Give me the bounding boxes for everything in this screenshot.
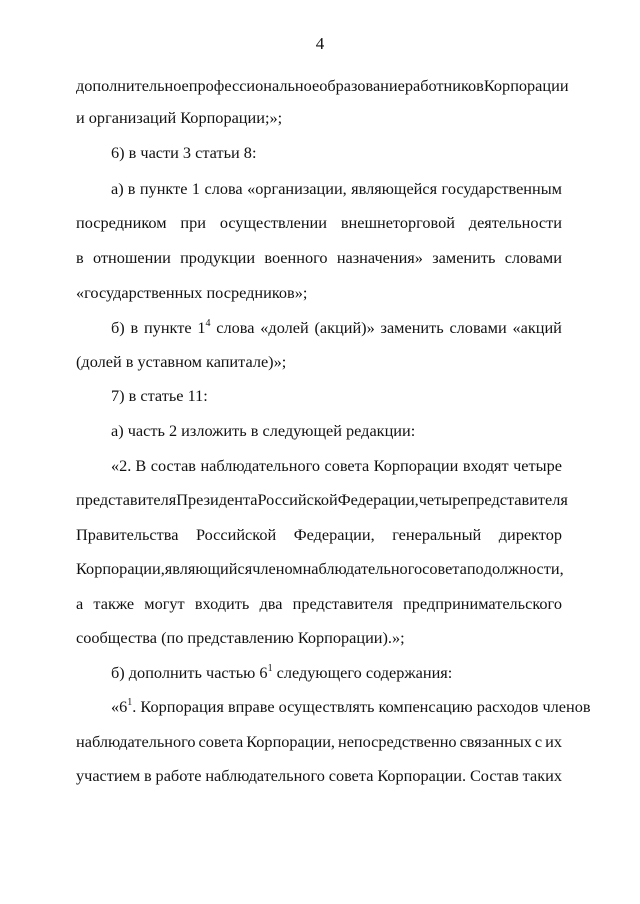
text-line: «государственных посредников»;: [76, 283, 308, 302]
word: профессиональное: [188, 76, 320, 95]
word: входить: [194, 594, 250, 613]
word: Корпорации: [483, 76, 569, 95]
word: государственным: [441, 179, 562, 198]
text-line: (долей в уставном капитале)»;: [76, 352, 287, 371]
word: внешнеторговой: [340, 213, 455, 232]
word: Федерации,: [293, 525, 375, 544]
word: посредником: [76, 213, 167, 232]
word: «долей: [260, 318, 309, 337]
text-line: [76, 490, 568, 510]
word: Корпорации,: [246, 732, 335, 751]
word: осуществлении: [219, 213, 327, 232]
word: их: [545, 732, 562, 751]
word: совета: [328, 766, 374, 785]
word: участием: [76, 766, 141, 785]
word: Корпорации.: [377, 766, 467, 785]
text-line: 7) в статье 11:: [111, 386, 208, 405]
superscript: 1: [127, 697, 133, 708]
word: Российской: [257, 490, 338, 509]
word: четыре: [418, 490, 468, 509]
text-line: 6) в части 3 статьи 8:: [111, 143, 257, 162]
word: 1: [197, 318, 206, 337]
word: связанных: [459, 732, 532, 751]
word: Состав: [469, 766, 519, 785]
text-line: [111, 318, 562, 338]
word: должности,: [483, 559, 564, 578]
word: продукции: [180, 248, 256, 267]
word: наблюдательного: [200, 456, 320, 475]
word: работе: [155, 766, 202, 785]
word: образование: [319, 76, 405, 95]
text-line: [76, 248, 562, 268]
word: в: [130, 318, 139, 337]
text-line: [111, 697, 591, 717]
word: генеральный: [392, 525, 482, 544]
word: работников: [404, 76, 484, 95]
text-line: [76, 732, 562, 752]
word: представителя: [467, 490, 568, 509]
word: в: [144, 766, 152, 785]
text-line: [76, 76, 569, 96]
word: могут: [144, 594, 185, 613]
word: отношении: [92, 248, 171, 267]
superscript: 1: [267, 663, 273, 674]
word: непосредственно: [337, 732, 457, 751]
superscript: 4: [205, 318, 211, 329]
word: также: [93, 594, 135, 613]
word: наблюдательного: [76, 732, 196, 751]
text-line: а) часть 2 изложить в следующей редакции:: [111, 421, 416, 440]
word: «2. В: [111, 456, 147, 475]
word: Корпорации,: [76, 559, 165, 578]
word: совета: [324, 456, 370, 475]
word: являющийся: [164, 559, 253, 578]
word: заменить: [380, 318, 444, 337]
word: а: [76, 594, 84, 613]
word: представителя: [76, 490, 177, 509]
word: Федерации,: [337, 490, 419, 509]
text-line: [76, 213, 562, 233]
word: слова: [204, 179, 243, 198]
text-line: [76, 594, 562, 614]
word: по: [466, 559, 484, 578]
word: являющейся: [351, 179, 438, 198]
text-line: [76, 525, 562, 545]
text-line: и организаций Корпорации;»;: [76, 108, 283, 127]
word: Корпорации: [373, 456, 459, 475]
word: состав: [150, 456, 196, 475]
word: Российской: [195, 525, 277, 544]
text-run: б) дополнить частью 6: [111, 663, 268, 682]
text-run: «6: [111, 697, 128, 716]
word: а) в: [111, 179, 136, 198]
page-number: 4: [315, 34, 325, 53]
word: б): [111, 318, 125, 337]
text-line: [111, 456, 562, 476]
word: деятельности: [468, 213, 562, 232]
word: «акций: [512, 318, 562, 337]
text-line: сообщества (по представлению Корпорации).»;: [76, 628, 405, 647]
text-line: [76, 559, 562, 579]
word: при: [180, 213, 206, 232]
word: 1: [191, 179, 201, 198]
text-line: [111, 663, 562, 683]
word: пункте: [143, 318, 192, 337]
word: два: [259, 594, 283, 613]
word: с: [534, 732, 543, 751]
word: заменить: [432, 248, 496, 267]
word: Президента: [176, 490, 258, 509]
word: членом: [252, 559, 303, 578]
word: наблюдательного: [205, 766, 325, 785]
word: директор: [498, 525, 562, 544]
text-run: . Корпорация вправе осуществлять компенсацию расходов членов: [132, 697, 591, 716]
word: четыре: [513, 456, 562, 475]
word: военного: [264, 248, 328, 267]
word: Правительства: [76, 525, 179, 544]
word: совета: [198, 732, 244, 751]
text-line: [76, 766, 562, 786]
word: (акций)»: [314, 318, 375, 337]
word: дополнительное: [76, 76, 189, 95]
word-with-superscript: [197, 318, 210, 338]
word: в: [76, 248, 84, 267]
word: «организации,: [247, 179, 347, 198]
word: назначения»: [336, 248, 423, 267]
text-run: следующего содержания:: [276, 663, 453, 682]
word: входят: [462, 456, 509, 475]
word: совета: [422, 559, 467, 578]
word: словами: [449, 318, 507, 337]
word: словами: [504, 248, 562, 267]
word: слова: [216, 318, 255, 337]
word: пункте: [139, 179, 188, 198]
word: представителя: [292, 594, 393, 613]
word: наблюдательного: [302, 559, 423, 578]
text-line: [111, 179, 562, 199]
word: таких: [522, 766, 562, 785]
word: предпринимательского: [403, 594, 562, 613]
